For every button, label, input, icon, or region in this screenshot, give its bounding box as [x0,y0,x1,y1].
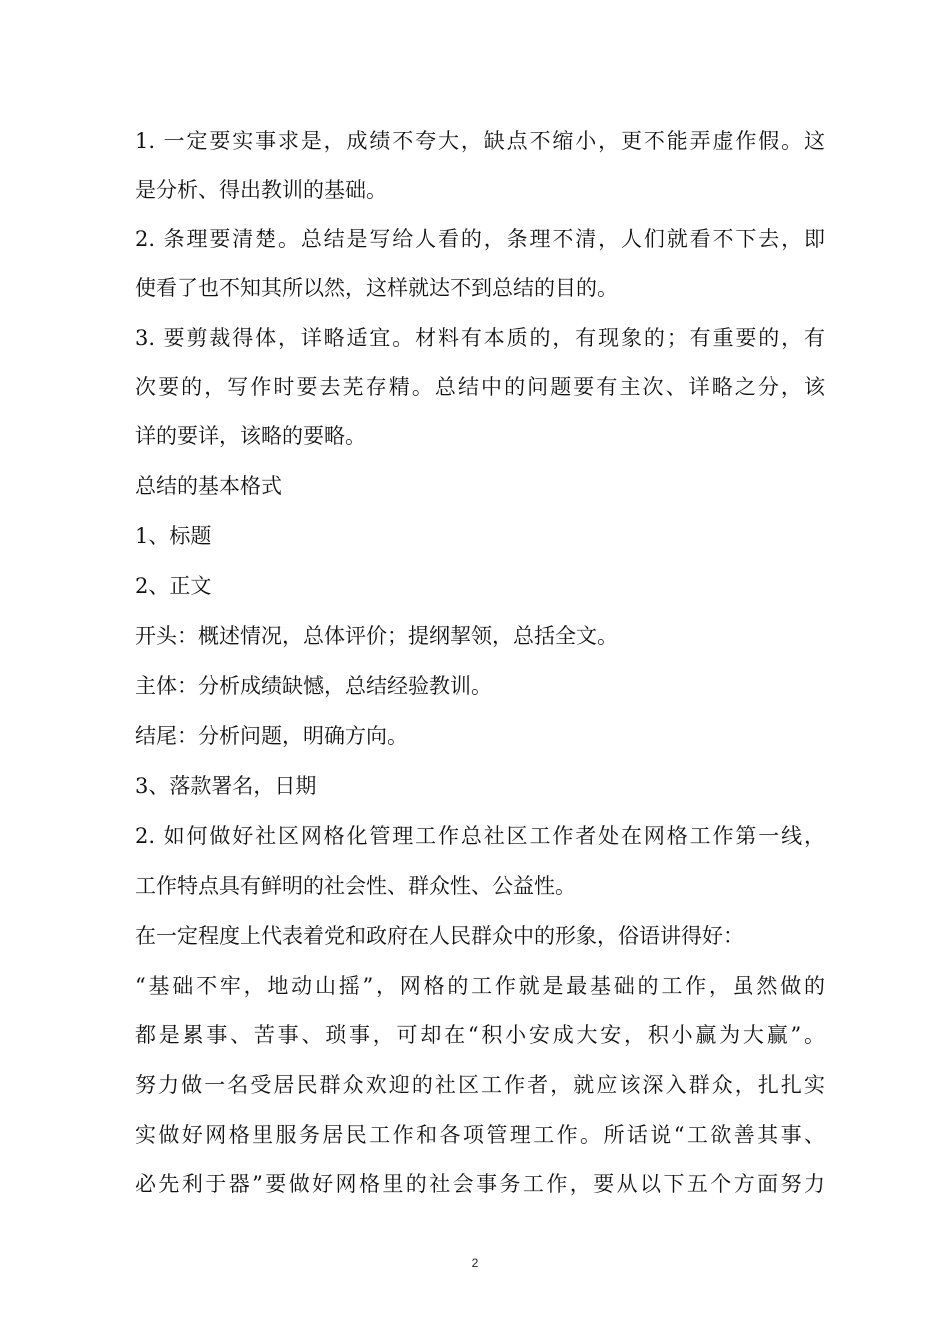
text-line: 主体：分析成绩缺憾，总结经验教训。 [135,674,492,698]
text-line: 工作特点具有鲜明的社会性、群众性、公益性。 [135,874,576,898]
text-line: 2. 如何做好社区网格化管理工作总社区工作者处在网格工作第一线， [135,824,825,848]
text-line: 3、落款署名，日期 [135,774,317,798]
text-line: 实做好网格里服务居民工作和各项管理工作。所话说“工欲善其事、 [135,1123,825,1147]
text-line: 2. 条理要清楚。总结是写给人看的，条理不清，人们就看不下去，即 [135,227,825,251]
text-line: 使看了也不知其所以然，这样就达不到总结的目的。 [135,276,618,300]
text-line: 2、正文 [135,574,212,598]
text-line: 3. 要剪裁得体，详略适宜。材料有本质的，有现象的；有重要的，有 [135,326,825,350]
page-number: 2 [471,1256,479,1270]
text-line: “基础不牢，地动山摇”，网格的工作就是最基础的工作，虽然做的 [135,974,825,998]
section-heading: 总结的基本格式 [135,474,282,498]
text-line: 结尾：分析问题，明确方向。 [135,724,408,748]
text-line: 次要的，写作时要去芜存精。总结中的问题要有主次、详略之分，该 [135,375,825,399]
text-line: 在一定程度上代表着党和政府在人民群众中的形象，俗语讲得好： [135,924,744,948]
text-line: 1、标题 [135,524,212,548]
text-line: 1. 一定要实事求是，成绩不夸大，缺点不缩小，更不能弄虚作假。这 [135,129,825,153]
text-line: 都是累事、苦事、琐事，可却在“积小安成大安，积小赢为大赢”。 [135,1023,825,1047]
text-line: 详的要详，该略的要略。 [135,424,366,448]
text-line: 必先利于器”要做好网格里的社会事务工作，要从以下五个方面努力 [135,1172,825,1196]
text-line: 是分析、得出教训的基础。 [135,178,387,202]
text-line: 努力做一名受居民群众欢迎的社区工作者，就应该深入群众，扎扎实 [135,1073,825,1097]
text-line: 开头：概述情况，总体评价；提纲挈领，总括全文。 [135,624,618,648]
